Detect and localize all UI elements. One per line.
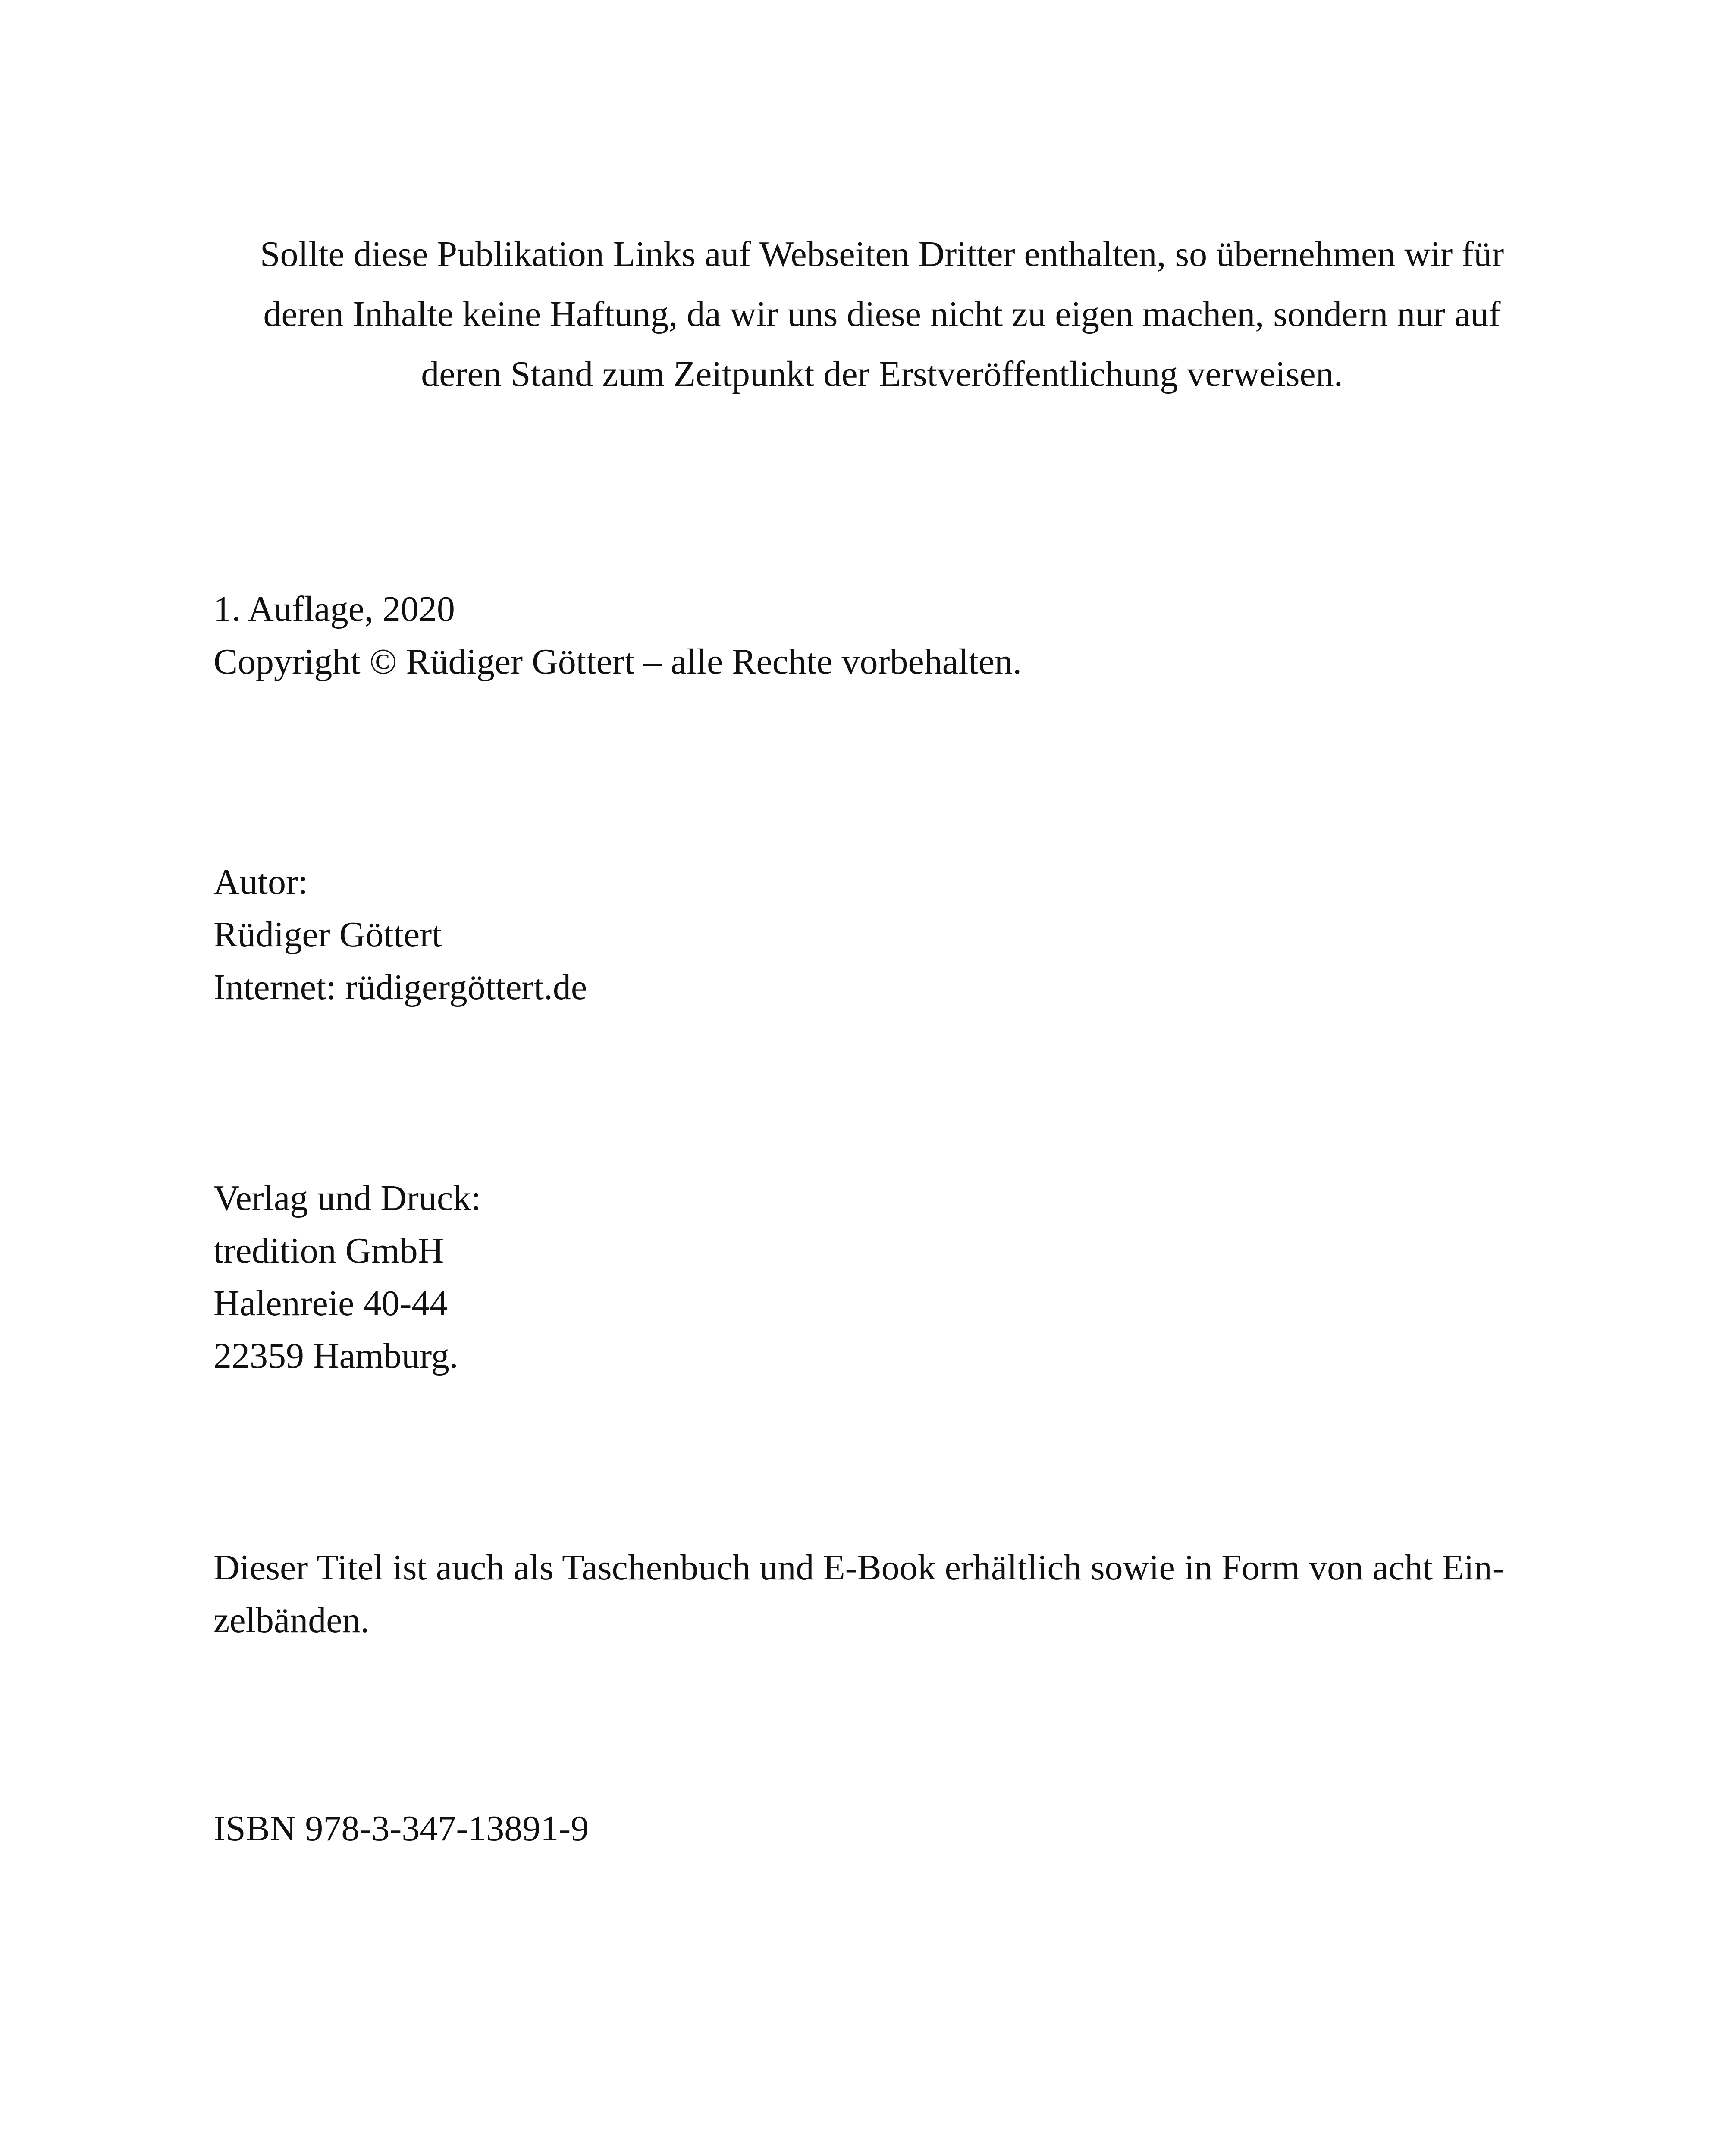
publisher-block xyxy=(213,1172,1572,1382)
author-label: Autor: xyxy=(213,862,308,902)
availability-note xyxy=(213,1542,1572,1647)
edition-line: 1. Auflage, 2020 xyxy=(213,589,455,629)
disclaimer-line: deren Stand zum Zeitpunkt der Erstveröffentlichung verweisen. xyxy=(421,354,1343,394)
disclaimer-line: Sollte diese Publikation Links auf Webseiten Dritter enthalten, so übernehmen wir für xyxy=(260,234,1504,274)
availability-line: Dieser Titel ist auch als Taschenbuch und E-Book erhältlich sowie in Form von acht Ein- xyxy=(213,1548,1504,1588)
availability-line: zelbänden. xyxy=(213,1600,370,1640)
author-name: Rüdiger Göttert xyxy=(213,915,442,955)
publisher-city: 22359 Hamburg. xyxy=(213,1336,458,1376)
disclaimer-line: deren Inhalte keine Haftung, da wir uns diese nicht zu eigen machen, sondern nur auf xyxy=(263,294,1501,334)
isbn-number: ISBN 978-3-347-13891-9 xyxy=(213,1808,589,1849)
publisher-street: Halenreie 40-44 xyxy=(213,1283,448,1323)
copyright-line: Copyright © Rüdiger Göttert – alle Rechte vorbehalten. xyxy=(213,642,1022,682)
publisher-label: Verlag und Druck: xyxy=(213,1178,481,1218)
link-disclaimer xyxy=(213,224,1550,404)
author-block xyxy=(213,856,1572,1014)
isbn-block xyxy=(213,1802,1572,1855)
publisher-name: tredition GmbH xyxy=(213,1231,444,1271)
edition-block xyxy=(213,583,1572,688)
author-internet: Internet: rüdigergöttert.de xyxy=(213,967,587,1007)
